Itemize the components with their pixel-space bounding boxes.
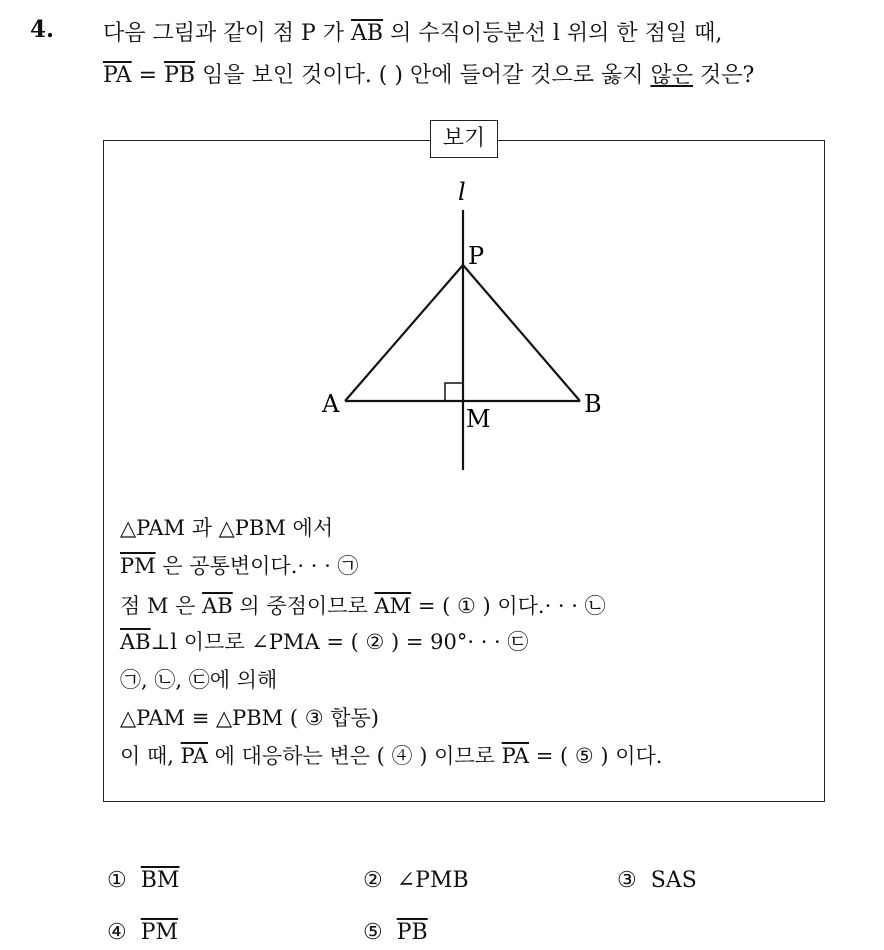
line-label-l: l [458,178,466,206]
choice-3[interactable]: ③ SAS [617,868,697,893]
point-label-a: A [322,390,340,418]
point-label-m: M [466,405,491,433]
point-label-p: P [468,242,485,270]
question-text-line2: $\overline{PA} = \overline{PB}$ 임을 보인 것이다. ( ) 안에 들어갈 것으로 옳지 않은 것은? [103,63,755,88]
proof-line-7: 이 때, $\overline{PA}$ 에 대응하는 변은 ( ④ ) 이므로 $\overline{PA}$ = ( ⑤ ) 이다. [120,744,663,768]
right-angle-mark [445,383,463,401]
proof-line-3: 점 M 은 $\overline{AB}$ 의 중점이므로 $\overline{AM}$ = ( ① ) 이다.· · · ㉡ [120,594,606,618]
choice-1[interactable]: ① $\overline{BM}$ [107,868,180,893]
segment-pa-line [345,265,463,401]
segment-pa: $\overline{PA}$ [103,63,132,88]
triangle-figure [300,172,620,482]
point-label-b: B [584,390,602,418]
choice-4[interactable]: ④ $\overline{PM}$ [107,920,179,945]
proof-line-5: ㉠, ㉡, ㉢에 의해 [120,668,278,692]
choice-5[interactable]: ⑤ $\overline{PB}$ [363,920,428,945]
segment-pb-line [463,265,580,401]
question-text-line1: 다음 그림과 같이 점 P 가 $\overline{AB}$ 의 수직이등분선 l 위의 한 점일 때, [103,21,723,46]
proof-line-4: $\overline{AB}\perp l$ 이므로 ∠PMA = ( ② ) = 90°· · · ㉢ [120,630,529,654]
example-box-title: 보기 [430,120,498,158]
question-number: 4. [30,16,55,43]
choice-2[interactable]: ② ∠PMB [363,868,469,893]
segment-pb: $\overline{PB}$ [164,63,196,88]
proof-line-1: △PAM 과 △PBM 에서 [120,516,334,540]
underlined-word: 않은 [650,63,693,88]
proof-line-6: △PAM ≡ △PBM ( ③ 합동) [120,706,379,730]
proof-line-2: $\overline{PM}$ 은 공통변이다.· · · ㉠ [120,554,359,578]
segment-ab: $\overline{AB}$ [351,21,384,46]
